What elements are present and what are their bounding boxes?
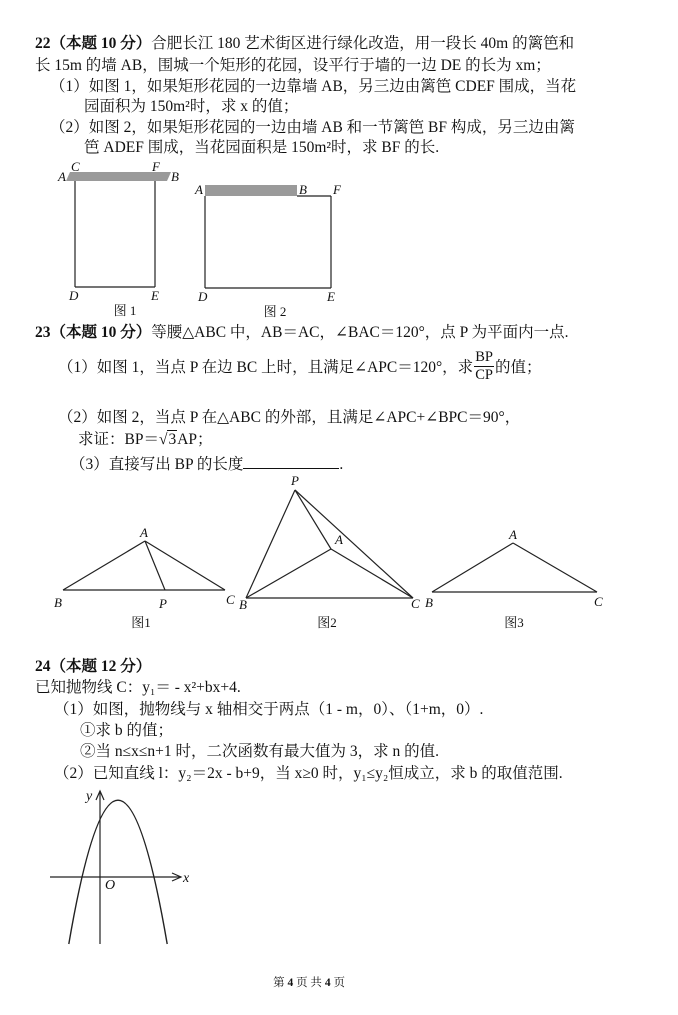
q22-figure-2 (190, 175, 350, 320)
q23-part1-tail: 的值； (494, 359, 542, 376)
q23-figure-3 (425, 527, 603, 630)
label-c: C (226, 592, 235, 607)
q23-part3-tail: . (339, 456, 344, 473)
proof-text: 求证：BP＝ (78, 431, 159, 448)
radical-sign: √ (158, 431, 168, 448)
q23-part2-proof (78, 430, 213, 450)
label-a: A (509, 527, 517, 542)
label-d: D (198, 289, 208, 304)
label-a: A (140, 525, 148, 540)
origin-label: O (105, 878, 116, 893)
q22-part2-line-2: 笆 ADEF 围成，当花园面积是 150m²时，求 BF 的长. (84, 139, 440, 156)
label-b: B (54, 595, 62, 610)
q23-part2-line-1: （2）如图 2，当点 P 在△ABC 的外部，且满足∠APC+∠BPC＝90°， (58, 409, 521, 426)
label-b: B (239, 597, 247, 612)
q22-part1-line-2: 园面积为 150m²时，求 x 的值； (84, 98, 299, 115)
segment-ac (513, 543, 597, 592)
q24-parabola-graph (45, 778, 205, 946)
label-e: E (327, 289, 335, 304)
q22-part2-line-1: （2）如图 2，如果矩形花园的一边由墙 AB 和一节篱笆 BF 构成，另三边由篱 (50, 119, 575, 136)
segment-pb (246, 490, 295, 598)
wall-ab (205, 185, 297, 196)
figure-caption: 图2 (317, 615, 337, 630)
label-a: A (335, 532, 343, 547)
footer-total-pages: 4 (324, 977, 331, 989)
figure-caption: 图3 (504, 615, 524, 630)
label-c: C (71, 159, 80, 174)
label-p: P (291, 473, 299, 488)
label-e: E (151, 288, 159, 303)
label-f: F (333, 182, 341, 197)
footer-prefix: 第 (273, 977, 288, 989)
fraction-numerator: BP (475, 348, 493, 365)
q24-part1-a: ①求 b 的值； (80, 722, 174, 739)
q22-number: 22（本题 10 分） (35, 35, 152, 52)
q23-part1 (58, 346, 541, 386)
fraction-denominator: CP (475, 366, 493, 383)
q24-part1: （1）如图，抛物线与 x 轴相交于两点（1 - m，0）、（1+m，0）. (54, 701, 484, 718)
q23-figure-1 (54, 525, 235, 630)
label-a: A (195, 182, 203, 197)
label-c: C (594, 594, 603, 609)
q24-heading (35, 657, 151, 677)
segment-ab (246, 549, 331, 598)
label-f: F (152, 159, 160, 174)
q23-fraction (474, 349, 494, 384)
page-footer (0, 974, 618, 990)
q22-line-1 (35, 34, 574, 54)
segment-pa (295, 490, 331, 549)
x-axis-label: x (183, 871, 190, 886)
label-a: A (58, 169, 66, 184)
footer-suffix: 页 (330, 977, 345, 989)
q24-stem: 已知抛物线 C：y₁＝ - x²+bx+4. (35, 679, 241, 696)
segment-ab (63, 541, 145, 590)
figure-caption: 图 2 (263, 304, 287, 319)
q24-number: 24（本题 12 分） (35, 658, 152, 675)
y-axis-label: y (86, 789, 93, 804)
segment-ac (145, 541, 225, 590)
q23-part1-text: （1）如图 1，当点 P 在边 BC 上时，且满足∠APC＝120°，求 (58, 359, 474, 376)
footer-middle: 页 共 (293, 977, 325, 989)
segment-ac (331, 549, 413, 598)
label-c: C (411, 596, 420, 611)
q23-stem (35, 323, 568, 343)
parabola-curve (69, 800, 167, 944)
segment-pc (295, 490, 413, 598)
q23-figures (45, 470, 620, 632)
q24-part2: （2）已知直线 l：y₂＝2x - b+9，当 x≥0 时，y₁≤y₂恒成立，求 b 的取值范围. (54, 765, 563, 782)
q23-stem-text: 等腰△ABC 中，AB＝AC，∠BAC＝120°，点 P 为平面内一点. (151, 324, 569, 341)
segment-ap (145, 541, 165, 590)
q22-stem-text: 合肥长江 180 艺术街区进行绿化改造，用一段长 40m 的篱笆和 (151, 35, 575, 52)
label-d: D (69, 288, 79, 303)
q23-part3-text: （3）直接写出 BP 的长度 (70, 456, 244, 473)
segment-ab (432, 543, 513, 592)
q24-part1-b: ②当 n≤x≤n+1 时，二次函数有最大值为 3，求 n 的值. (80, 743, 440, 760)
q22-part1-line-1: （1）如图 1，如果矩形花园的一边靠墙 AB，另三边由篱笆 CDEF 围成，当花 (50, 78, 577, 95)
proof-tail: AP； (177, 431, 213, 448)
label-b: B (171, 169, 179, 184)
label-b: B (299, 182, 307, 197)
figure-caption: 图 1 (113, 303, 137, 318)
figure-caption: 图1 (131, 615, 151, 630)
q22-figure-1 (50, 155, 190, 320)
q23-number: 23（本题 10 分） (35, 324, 152, 341)
answer-blank (243, 452, 339, 469)
radicand: 3 (168, 431, 177, 448)
q23-figure-2 (239, 473, 420, 630)
label-b: B (425, 595, 433, 610)
q22-line-2: 长 15m 的墙 AB，围城一个矩形的花园，设平行于墙的一边 DE 的长为 xm； (35, 57, 551, 74)
label-p: P (159, 596, 167, 611)
footer-page-number: 4 (287, 977, 294, 989)
